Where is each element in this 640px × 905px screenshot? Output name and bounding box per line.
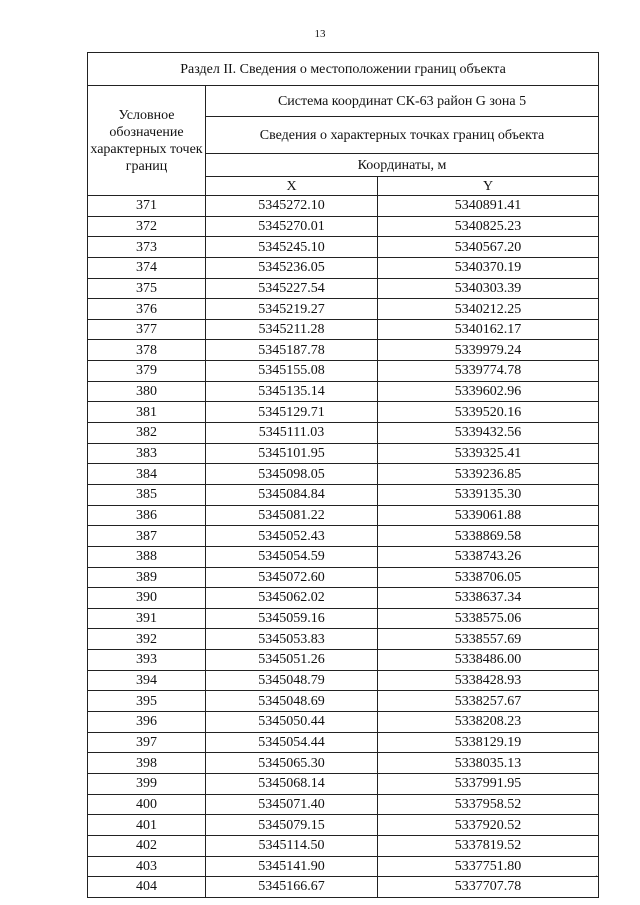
x-value: 5345114.50 bbox=[206, 835, 378, 856]
x-value: 5345270.01 bbox=[206, 216, 378, 237]
x-value: 5345054.44 bbox=[206, 732, 378, 753]
point-id: 403 bbox=[88, 856, 206, 877]
y-value: 5338035.13 bbox=[378, 753, 599, 774]
table-row bbox=[88, 443, 599, 464]
y-value: 5339774.78 bbox=[378, 361, 599, 382]
x-value: 5345081.22 bbox=[206, 505, 378, 526]
points-info: Сведения о характерных точках границ объекта bbox=[206, 117, 599, 154]
table-row bbox=[88, 835, 599, 856]
x-value: 5345155.08 bbox=[206, 361, 378, 382]
point-id: 391 bbox=[88, 608, 206, 629]
table-row bbox=[88, 588, 599, 609]
x-value: 5345072.60 bbox=[206, 567, 378, 588]
coordinates-table bbox=[87, 52, 599, 898]
stray-mark: · bbox=[595, 872, 598, 881]
point-label-header: Условное обозначение характерных точек границ bbox=[88, 86, 206, 196]
x-value: 5345187.78 bbox=[206, 340, 378, 361]
table-row bbox=[88, 381, 599, 402]
table-row bbox=[88, 278, 599, 299]
y-value: 5339061.88 bbox=[378, 505, 599, 526]
table-row bbox=[88, 237, 599, 258]
y-value: 5337819.52 bbox=[378, 835, 599, 856]
point-id: 384 bbox=[88, 464, 206, 485]
point-id: 381 bbox=[88, 402, 206, 423]
x-value: 5345071.40 bbox=[206, 794, 378, 815]
y-value: 5340825.23 bbox=[378, 216, 599, 237]
x-value: 5345059.16 bbox=[206, 608, 378, 629]
table-row bbox=[88, 423, 599, 444]
table-row bbox=[88, 299, 599, 320]
x-value: 5345048.69 bbox=[206, 691, 378, 712]
table-row bbox=[88, 464, 599, 485]
y-value: 5340212.25 bbox=[378, 299, 599, 320]
x-value: 5345129.71 bbox=[206, 402, 378, 423]
table-row bbox=[88, 691, 599, 712]
point-id: 388 bbox=[88, 546, 206, 567]
point-id: 390 bbox=[88, 588, 206, 609]
table-row bbox=[88, 484, 599, 505]
point-id: 389 bbox=[88, 567, 206, 588]
table-row bbox=[88, 608, 599, 629]
x-value: 5345051.26 bbox=[206, 650, 378, 671]
table-row bbox=[88, 753, 599, 774]
y-value: 5338557.69 bbox=[378, 629, 599, 650]
table-row bbox=[88, 526, 599, 547]
point-id: 371 bbox=[88, 196, 206, 217]
y-value: 5337920.52 bbox=[378, 815, 599, 836]
table-row bbox=[88, 773, 599, 794]
x-value: 5345101.95 bbox=[206, 443, 378, 464]
y-value: 5337751.80 bbox=[378, 856, 599, 877]
y-value: 5337991.95 bbox=[378, 773, 599, 794]
y-value: 5340891.41 bbox=[378, 196, 599, 217]
table-row bbox=[88, 196, 599, 217]
table-row bbox=[88, 815, 599, 836]
table-row bbox=[88, 216, 599, 237]
x-value: 5345079.15 bbox=[206, 815, 378, 836]
table-row bbox=[88, 361, 599, 382]
table-row bbox=[88, 402, 599, 423]
table-row bbox=[88, 257, 599, 278]
y-value: 5340567.20 bbox=[378, 237, 599, 258]
point-id: 396 bbox=[88, 712, 206, 733]
y-value: 5339135.30 bbox=[378, 484, 599, 505]
y-value: 5339236.85 bbox=[378, 464, 599, 485]
table-row bbox=[88, 650, 599, 671]
table-row bbox=[88, 546, 599, 567]
table-row bbox=[88, 856, 599, 877]
y-value: 5339520.16 bbox=[378, 402, 599, 423]
point-id: 383 bbox=[88, 443, 206, 464]
x-value: 5345141.90 bbox=[206, 856, 378, 877]
y-value: 5338706.05 bbox=[378, 567, 599, 588]
point-id: 373 bbox=[88, 237, 206, 258]
y-value: 5338208.23 bbox=[378, 712, 599, 733]
section-title: Раздел II. Сведения о местоположении границ объекта bbox=[88, 53, 599, 86]
table-row bbox=[88, 877, 599, 898]
point-id: 401 bbox=[88, 815, 206, 836]
point-id: 375 bbox=[88, 278, 206, 299]
point-id: 378 bbox=[88, 340, 206, 361]
point-id: 397 bbox=[88, 732, 206, 753]
point-id: 394 bbox=[88, 670, 206, 691]
y-value: 5339979.24 bbox=[378, 340, 599, 361]
x-column-header: X bbox=[206, 177, 378, 196]
x-value: 5345111.03 bbox=[206, 423, 378, 444]
x-value: 5345054.59 bbox=[206, 546, 378, 567]
x-value: 5345236.05 bbox=[206, 257, 378, 278]
y-value: 5339602.96 bbox=[378, 381, 599, 402]
y-value: 5339432.56 bbox=[378, 423, 599, 444]
y-value: 5340370.19 bbox=[378, 257, 599, 278]
table-row bbox=[88, 567, 599, 588]
coordinate-system: Система координат СК-63 район G зона 5 bbox=[206, 86, 599, 117]
x-value: 5345065.30 bbox=[206, 753, 378, 774]
x-value: 5345211.28 bbox=[206, 319, 378, 340]
x-value: 5345166.67 bbox=[206, 877, 378, 898]
x-value: 5345098.05 bbox=[206, 464, 378, 485]
table-row bbox=[88, 319, 599, 340]
x-value: 5345062.02 bbox=[206, 588, 378, 609]
y-value: 5338428.93 bbox=[378, 670, 599, 691]
point-id: 380 bbox=[88, 381, 206, 402]
y-value: 5340303.39 bbox=[378, 278, 599, 299]
page-number: 13 bbox=[314, 28, 326, 40]
table-row bbox=[88, 712, 599, 733]
point-id: 395 bbox=[88, 691, 206, 712]
y-value: 5339325.41 bbox=[378, 443, 599, 464]
table-row bbox=[88, 670, 599, 691]
x-value: 5345050.44 bbox=[206, 712, 378, 733]
y-value: 5338486.00 bbox=[378, 650, 599, 671]
point-id: 376 bbox=[88, 299, 206, 320]
y-value: 5338575.06 bbox=[378, 608, 599, 629]
table-row bbox=[88, 794, 599, 815]
point-id: 374 bbox=[88, 257, 206, 278]
x-value: 5345227.54 bbox=[206, 278, 378, 299]
point-id: 382 bbox=[88, 423, 206, 444]
point-id: 377 bbox=[88, 319, 206, 340]
table-row bbox=[88, 505, 599, 526]
point-id: 399 bbox=[88, 773, 206, 794]
point-id: 387 bbox=[88, 526, 206, 547]
point-id: 386 bbox=[88, 505, 206, 526]
y-value: 5340162.17 bbox=[378, 319, 599, 340]
x-value: 5345053.83 bbox=[206, 629, 378, 650]
y-value: 5337707.78 bbox=[378, 877, 599, 898]
y-value: 5337958.52 bbox=[378, 794, 599, 815]
x-value: 5345068.14 bbox=[206, 773, 378, 794]
x-value: 5345052.43 bbox=[206, 526, 378, 547]
point-id: 400 bbox=[88, 794, 206, 815]
x-value: 5345135.14 bbox=[206, 381, 378, 402]
point-id: 372 bbox=[88, 216, 206, 237]
point-id: 398 bbox=[88, 753, 206, 774]
point-id: 402 bbox=[88, 835, 206, 856]
point-id: 393 bbox=[88, 650, 206, 671]
x-value: 5345272.10 bbox=[206, 196, 378, 217]
point-id: 385 bbox=[88, 484, 206, 505]
point-id: 404 bbox=[88, 877, 206, 898]
point-id: 379 bbox=[88, 361, 206, 382]
y-value: 5338869.58 bbox=[378, 526, 599, 547]
table-row bbox=[88, 629, 599, 650]
table-body bbox=[88, 196, 599, 898]
x-value: 5345245.10 bbox=[206, 237, 378, 258]
table-row bbox=[88, 340, 599, 361]
coordinates-header: Координаты, м bbox=[206, 154, 599, 177]
point-id: 392 bbox=[88, 629, 206, 650]
y-column-header: Y bbox=[378, 177, 599, 196]
x-value: 5345084.84 bbox=[206, 484, 378, 505]
table-row bbox=[88, 732, 599, 753]
y-value: 5338743.26 bbox=[378, 546, 599, 567]
x-value: 5345048.79 bbox=[206, 670, 378, 691]
x-value: 5345219.27 bbox=[206, 299, 378, 320]
y-value: 5338129.19 bbox=[378, 732, 599, 753]
y-value: 5338257.67 bbox=[378, 691, 599, 712]
y-value: 5338637.34 bbox=[378, 588, 599, 609]
